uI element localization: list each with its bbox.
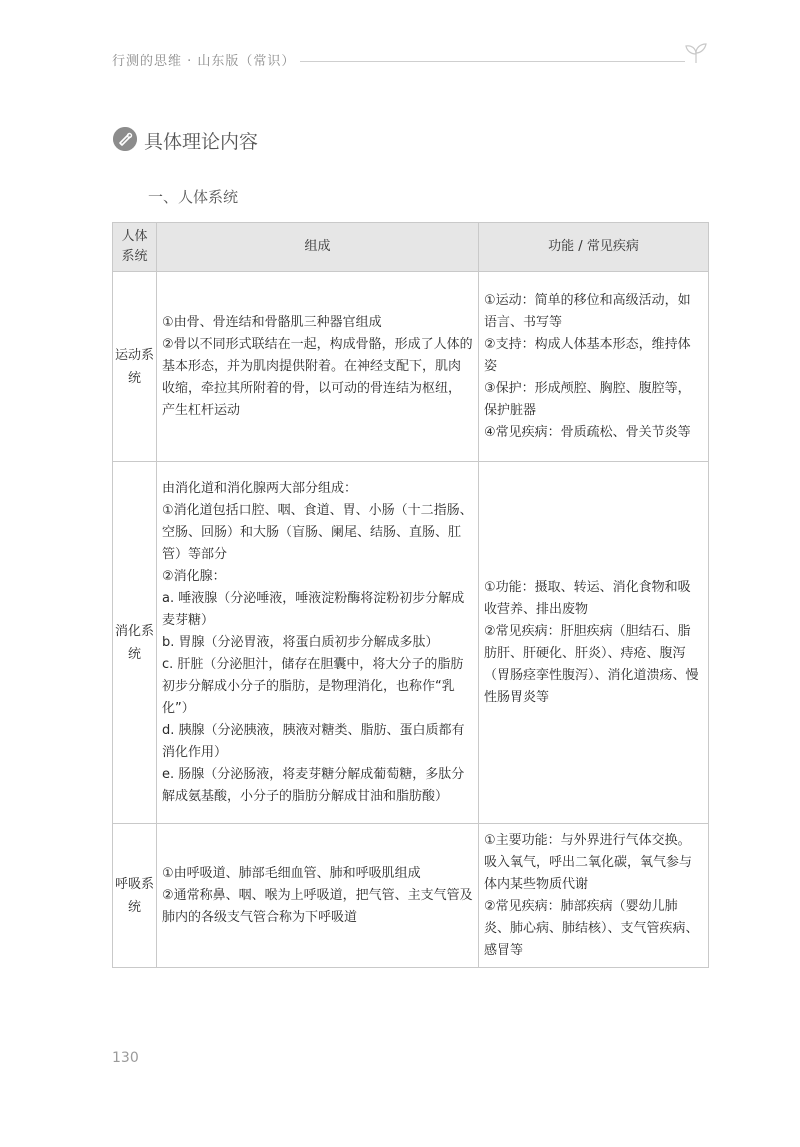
composition-cell bbox=[157, 462, 479, 824]
composition-line: d. 胰腺（分泌胰液，胰液对糖类、脂肪、蛋白质都有消化作用） bbox=[162, 722, 465, 760]
function-line: ②常见疾病：肺部疾病（婴幼儿肺炎、肺心病、肺结核）、支气管疾病、感冒等 bbox=[484, 898, 699, 958]
function-line: ①功能：摄取、转运、消化食物和吸收营养、排出废物 bbox=[484, 579, 691, 617]
function-cell bbox=[479, 824, 709, 968]
composition-line: ①消化道包括口腔、咽、食道、胃、小肠（十二指肠、空肠、回肠）和大肠（盲肠、阑尾、结肠、直肠、肛管）等部分 bbox=[162, 502, 473, 562]
table-header-row bbox=[113, 223, 709, 272]
composition-line: ①由呼吸道、肺部毛细血管、肺和呼吸肌组成 bbox=[162, 865, 421, 881]
header-divider bbox=[300, 61, 685, 62]
page-number: 130 bbox=[112, 1050, 139, 1066]
header-system: 人体系统 bbox=[113, 223, 157, 272]
system-name-cell: 呼吸系统 bbox=[113, 824, 157, 968]
function-line: ①主要功能：与外界进行气体交换。吸入氧气，呼出二氧化碳，氧气参与体内某些物质代谢 bbox=[484, 832, 693, 892]
table-row bbox=[113, 462, 709, 824]
function-line: ②支持：构成人体基本形态，维持体姿 bbox=[484, 336, 691, 374]
function-line: ①运动：简单的移位和高级活动，如语言、书写等 bbox=[484, 292, 691, 330]
section-title: 具体理论内容 bbox=[144, 131, 259, 153]
header-composition: 组成 bbox=[157, 223, 479, 272]
function-cell bbox=[479, 272, 709, 462]
running-title: 行测的思维 · 山东版（常识） bbox=[112, 54, 296, 69]
composition-cell bbox=[157, 824, 479, 968]
sprout-icon bbox=[684, 42, 708, 64]
composition-cell bbox=[157, 272, 479, 462]
function-line: ④常见疾病：骨质疏松、骨关节炎等 bbox=[484, 424, 691, 440]
human-systems-table-container bbox=[112, 222, 708, 968]
composition-line: e. 肠腺（分泌肠液，将麦芽糖分解成葡萄糖，多肽分解成氨基酸，小分子的脂肪分解成甘油和脂肪酸） bbox=[162, 766, 465, 804]
table-row bbox=[113, 824, 709, 968]
composition-line: ①由骨、骨连结和骨骼肌三种器官组成 bbox=[162, 314, 382, 330]
function-line: ②常见疾病：肝胆疾病（胆结石、脂肪肝、肝硬化、肝炎）、痔疮、腹泻（胃肠痉挛性腹泻）、消化道溃疡、慢性肠胃炎等 bbox=[484, 623, 699, 705]
composition-line: ②骨以不同形式联结在一起，构成骨骼，形成了人体的基本形态，并为肌肉提供附着。在神经支配下，肌肉收缩，牵拉其所附着的骨，以可动的骨连结为枢纽，产生杠杆运动 bbox=[162, 336, 473, 418]
composition-line: c. 肝脏（分泌胆汁，储存在胆囊中，将大分子的脂肪初步分解成小分子的脂肪，是物理消化，也称作“乳化”） bbox=[162, 656, 464, 716]
composition-line: a. 唾液腺（分泌唾液，唾液淀粉酶将淀粉初步分解成麦芽糖） bbox=[162, 590, 465, 628]
composition-line: ②通常称鼻、咽、喉为上呼吸道，把气管、主支气管及肺内的各级支气管合称为下呼吸道 bbox=[162, 887, 473, 925]
header-function: 功能 / 常见疾病 bbox=[479, 223, 709, 272]
composition-line: b. 胃腺（分泌胃液，将蛋白质初步分解成多肽） bbox=[162, 634, 439, 650]
human-systems-table bbox=[112, 222, 709, 968]
system-name-cell: 运动系统 bbox=[113, 272, 157, 462]
function-cell bbox=[479, 462, 709, 824]
table-row bbox=[113, 272, 709, 462]
composition-line: 由消化道和消化腺两大部分组成： bbox=[162, 480, 358, 496]
composition-line: ②消化腺： bbox=[162, 568, 226, 584]
section-badge-icon bbox=[113, 127, 137, 151]
subsection-title: 一、人体系统 bbox=[148, 188, 239, 206]
system-name-cell: 消化系统 bbox=[113, 462, 157, 824]
function-line: ③保护：形成颅腔、胸腔、腹腔等，保护脏器 bbox=[484, 380, 691, 418]
